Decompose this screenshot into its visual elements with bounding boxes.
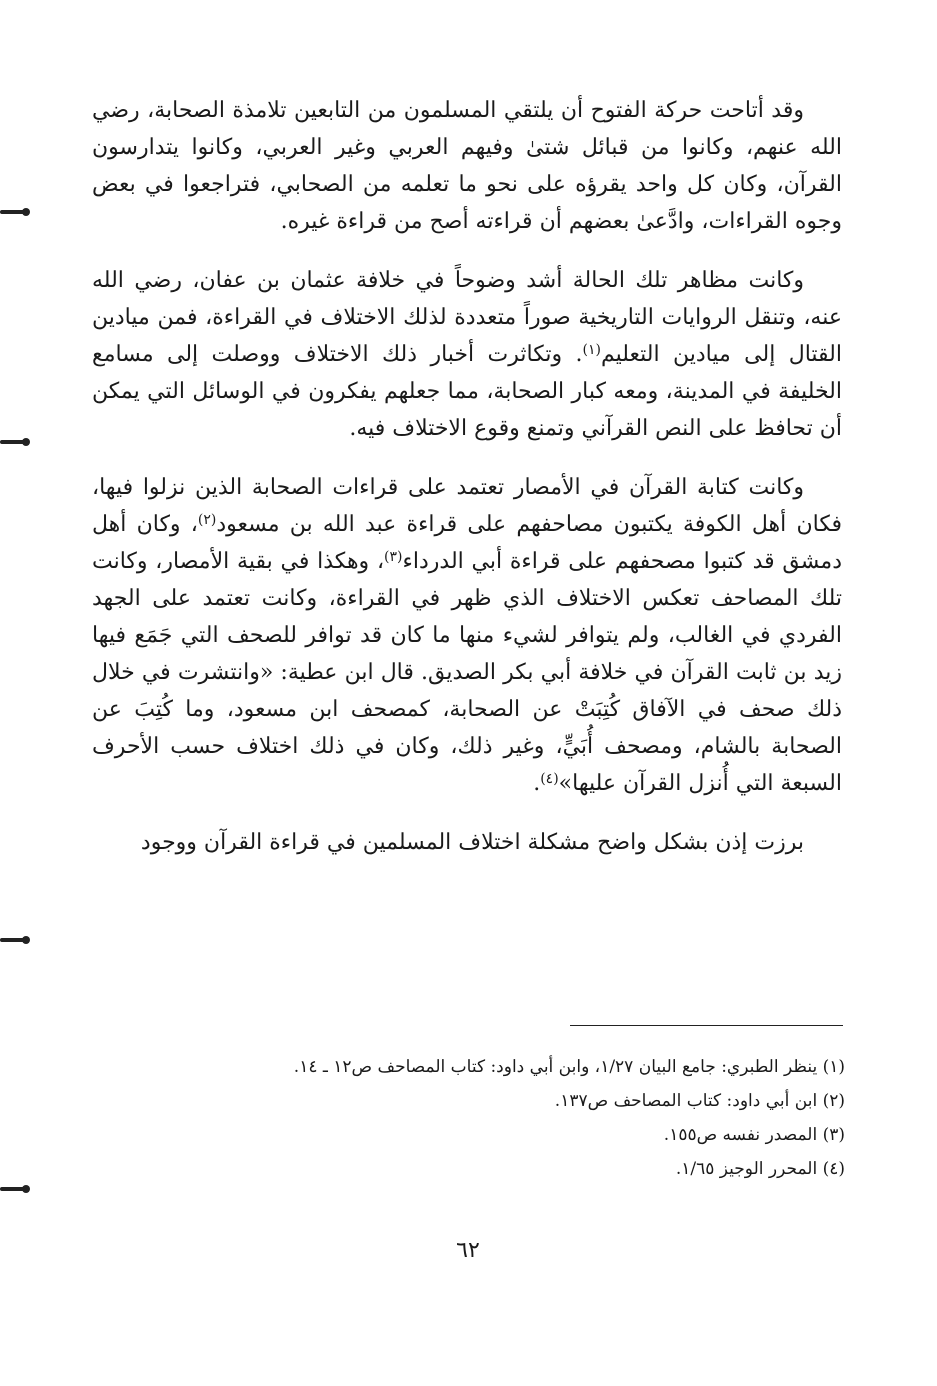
paragraph-3-part-2: ، وكان أهل دمشق قد كتبوا مصحفهم على قراءة أبي الدرداء: [92, 512, 842, 574]
footnotes: [120, 1050, 845, 1186]
footnote-ref-1: (١): [582, 342, 601, 358]
paragraph-3-end: .: [533, 771, 541, 796]
footnote-ref-3: (٣): [384, 549, 403, 565]
footnote-3: (٣) المصدر نفسه ص١٥٥.: [663, 1125, 845, 1145]
page-number: ٦٢: [456, 1238, 480, 1263]
footnote-2: (٢) ابن أبي داود: كتاب المصاحف ص١٣٧.: [554, 1091, 845, 1111]
binding-mark: [0, 938, 26, 942]
footnote-separator: [570, 1025, 843, 1026]
footnote-ref-2: (٢): [197, 512, 217, 528]
footnote-ref-4: (٤): [540, 771, 559, 787]
paragraph-1: وقد أتاحت حركة الفتوح أن يلتقي المسلمون من التابعين تلامذة الصحابة، رضي الله عنهم، وكانوا من قبائل شتىٰ وفيهم العربي وغير العربي، وكانوا يتدارسون القرآن، وكان كل واحد يقرؤه على نحو ما تعلمه من الصحابي، فتراجعوا في بعض وجوه القراءات، وادَّعىٰ بعضهم أن قراءته أصح من قراءة غيره.: [92, 98, 842, 234]
paragraph-2: [92, 262, 842, 447]
paragraph-3-part-3: ، وهكذا في بقية الأمصار، وكانت تلك المصاحف تعكس الاختلاف الذي ظهر في القراءة، وكانت تعتمد على الجهد الفردي في الغالب، ولم يتوافر لشيء منها ما كان قد توافر للصحف التي جَمَع فيها زيد بن ثابت القرآن في خلافة أبي بكر الصديق. قال ابن عطية: «وانتشرت في خلال ذلك صحف في الآفاق كُتِبَتْ عن الصحابة، كمصحف ابن مسعود، وما كُتِبَ عن الصحابة بالشام، ومصحف أُبَيٍّ، وغير ذلك، وكان في ذلك اختلاف حسب الأحرف السبعة التي أُنزل القرآن عليها»: [92, 549, 842, 796]
main-text: [92, 92, 842, 883]
paragraph-3: [92, 469, 842, 802]
binding-mark: [0, 440, 26, 444]
paragraph-4: برزت إذن بشكل واضح مشكلة اختلاف المسلمين في قراءة القرآن ووجود: [140, 830, 804, 855]
paragraph-2-rest: . وتكاثرت أخبار ذلك الاختلاف ووصلت إلى مسامع الخليفة في المدينة، ومعه كبار الصحابة، مما جعلهم يفكرون في الوسائل التي يمكن أن تحافظ على النص القرآني وتمنع وقوع الاختلاف فيه.: [92, 342, 842, 441]
footnote-1: (١) ينظر الطبري: جامع البيان ١/٢٧، وابن أبي داود: كتاب المصاحف ص١٢ ـ ١٤.: [293, 1057, 845, 1077]
footnote-4: (٤) المحرر الوجيز ١/٦٥.: [675, 1159, 845, 1179]
paragraph-3-start: وكانت كتابة القرآن في الأمصار تعتمد على قراءات الصحابة الذين نزلوا فيها، فكان أهل الكوفة يكتبون مصاحفهم على قراءة عبد الله بن مسعود: [92, 475, 842, 537]
paragraph-2-start: وكانت مظاهر تلك الحالة أشد وضوحاً في خلافة عثمان بن عفان، رضي الله عنه، وتنقل الروايات التاريخية صوراً متعددة لذلك الاختلاف في القراءة، فمن ميادين القتال إلى ميادين التعليم: [92, 268, 842, 367]
binding-mark: [0, 210, 26, 214]
binding-mark: [0, 1187, 26, 1191]
